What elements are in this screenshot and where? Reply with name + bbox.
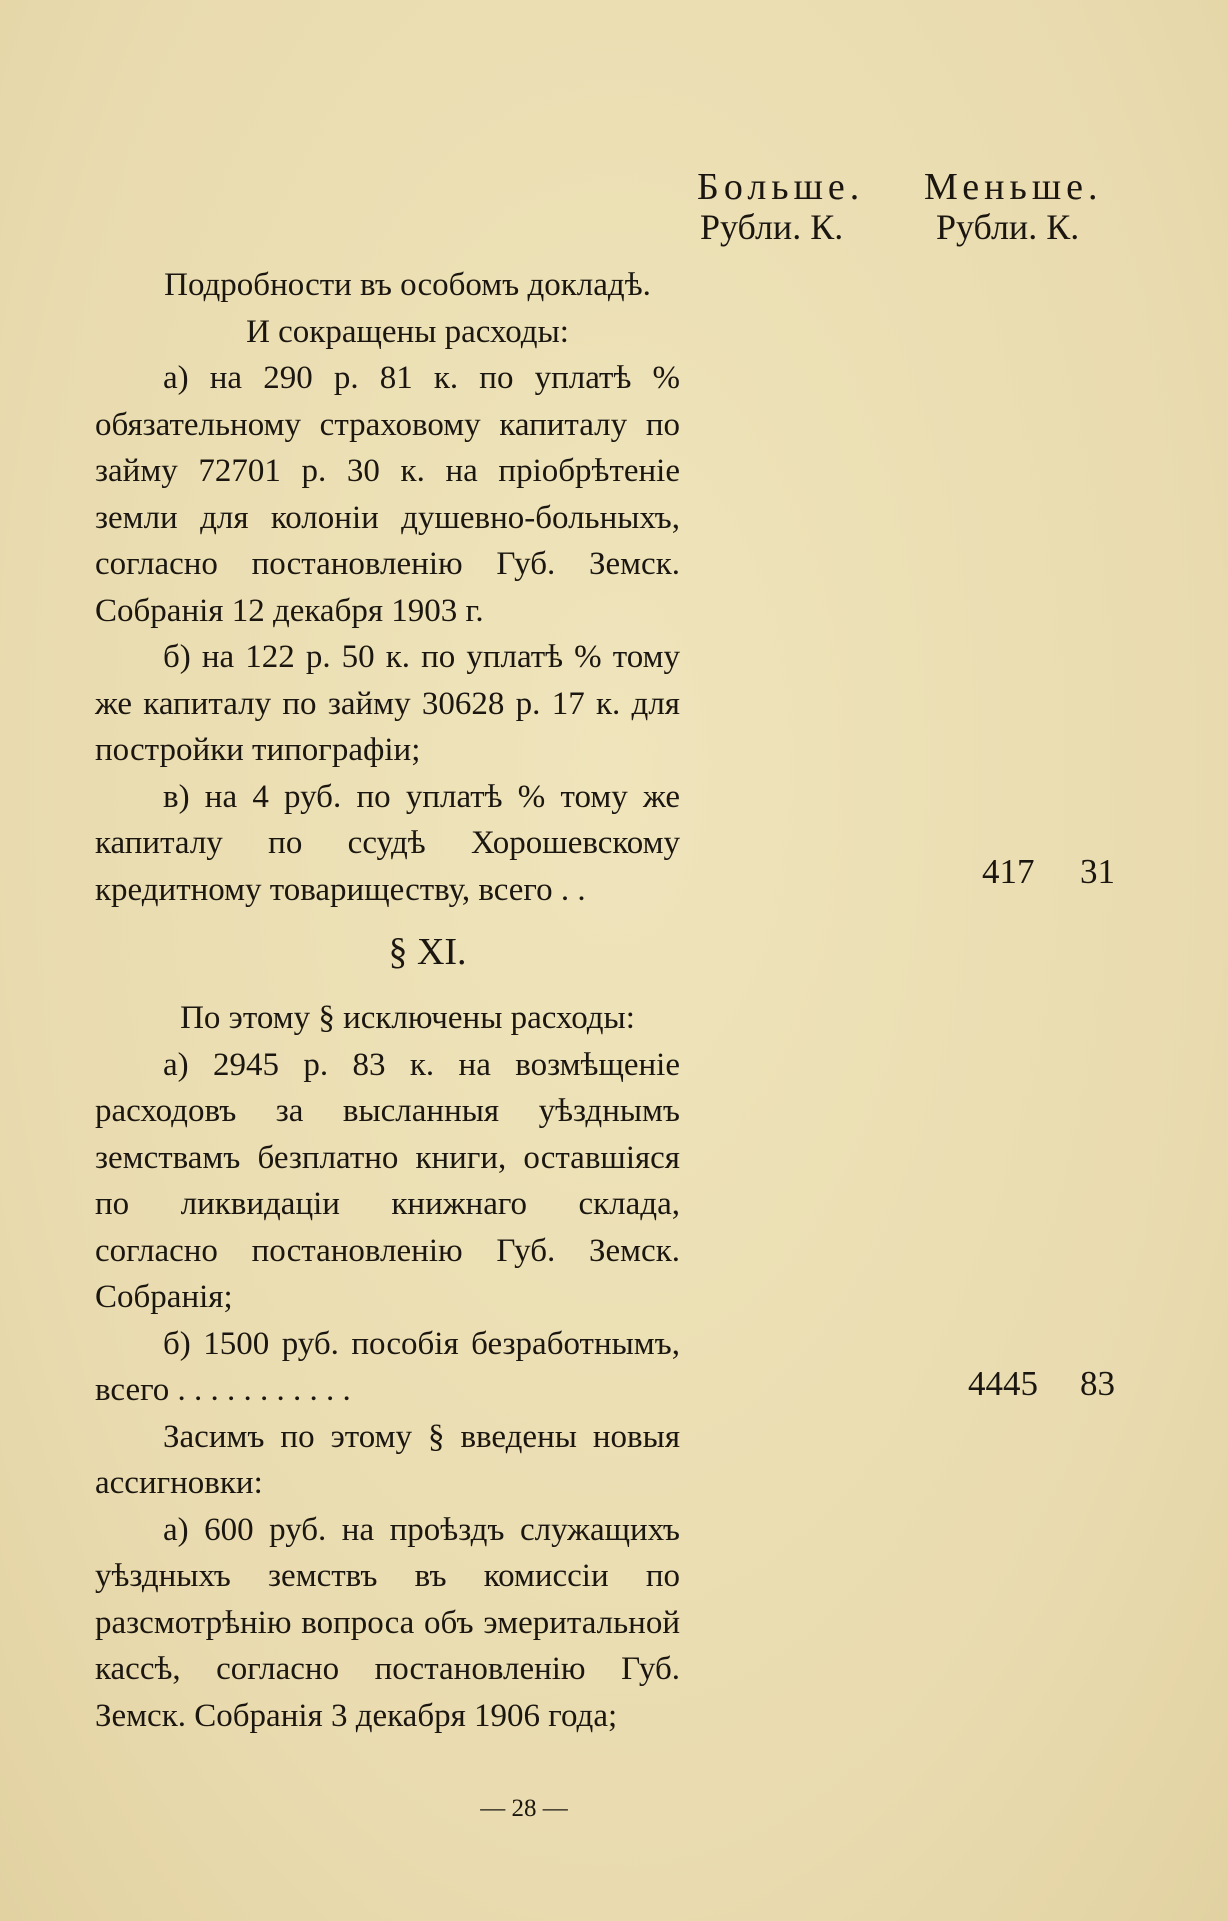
column-subheader-less: Рубли. К. [936, 207, 1080, 247]
paragraph-item-b-122: б) на 122 р. 50 к. по уплатѣ % тому же капиталу по займу 30628 р. 17 к. для постройки типографіи; [95, 639, 680, 768]
bleed-through-text [85, 170, 94, 216]
column-header-less: Меньше. [924, 166, 1103, 208]
amount-1-rubles: 417 [982, 852, 1035, 891]
page-number: — 28 — [480, 1795, 568, 1822]
paragraph-reduced-expenses: И сокращены расходы: [246, 313, 569, 350]
amount-2-rubles: 4445 [968, 1364, 1038, 1403]
section-heading-xi: § XI. [388, 931, 467, 973]
paragraph-item-a-290: а) на 290 р. 81 к. по уплатѣ % обязательному страховому капиталу по займу 72701 р. 30 к. на пріобрѣтеніе земли для колоніи душевно-больныхъ, согласно постановленію Губ. Земск. Собранія 12 декабря 1903 г. [95, 360, 680, 629]
paragraph-details: Подробности въ особомъ докладѣ. [164, 267, 651, 303]
paragraph-item-v-4: в) на 4 руб. по уплатѣ % тому же капиталу по ссудѣ Хорошевскому кредитному товариществу, всего . . [95, 778, 680, 908]
amount-2-kopecks: 83 [1080, 1364, 1115, 1403]
column-header-more: Больше. [697, 166, 865, 208]
amount-1-kopecks: 31 [1080, 852, 1115, 891]
paragraph-excluded-expenses: По этому § исключены расходы: [180, 1000, 635, 1036]
paragraph-item-a-2945: а) 2945 р. 83 к. на возмѣщеніе расходовъ за высланныя уѣзднымъ земствамъ безплатно книги, оставшіяся по ликвидаціи книжнаго склада, согласно постановленію Губ. Земск. Собранія; [95, 1046, 680, 1315]
paragraph-item-b-1500: б) 1500 руб. пособія безработнымъ, всего . . . . . . . . . . . [95, 1325, 680, 1408]
main-text-column [95, 262, 680, 1739]
paragraph-item-a-600: а) 600 руб. на проѣздъ служащихъ уѣздныхъ земствъ въ комиссіи по разсмотрѣнію вопроса объ эмеритальной кассѣ, согласно постановленію Губ. Земск. Собранія 3 декабря 1906 года; [95, 1511, 680, 1734]
column-subheader-more: Рубли. К. [700, 207, 844, 247]
paragraph-new-allocations: Засимъ по этому § введены новыя ассигновки: [95, 1418, 680, 1501]
